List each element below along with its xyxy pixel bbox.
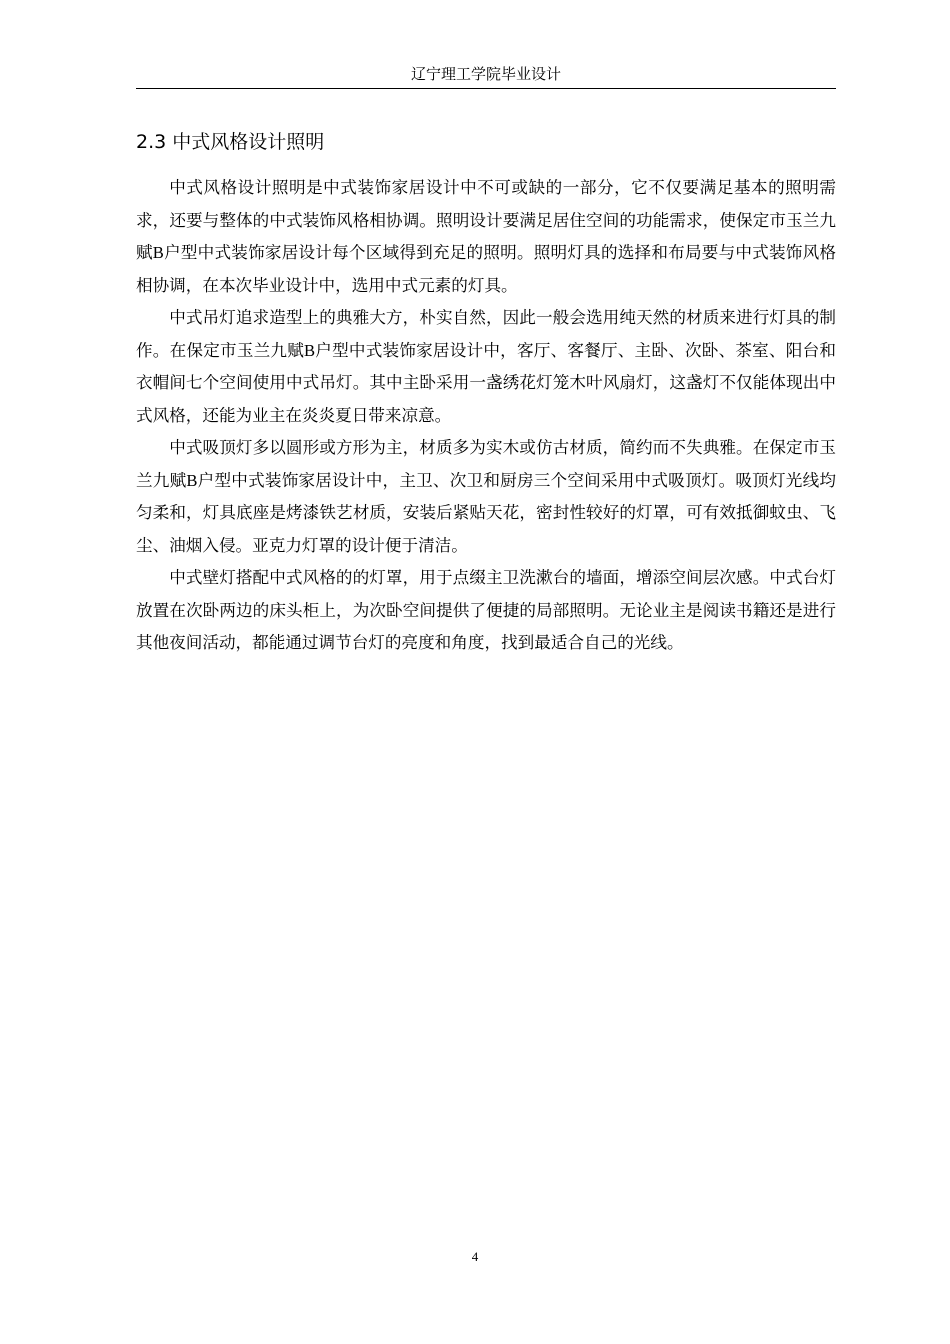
page-header bbox=[136, 64, 836, 89]
paragraph-wall-table-lamps: 中式壁灯搭配中式风格的的灯罩，用于点缀主卫洗漱台的墙面，增添空间层次感。中式台灯放置在次卧两边的床头柜上，为次卧空间提供了便捷的局部照明。无论业主是阅读书籍还是进行其他夜间活动，都能通过调节台灯的亮度和角度，找到最适合自己的光线。 bbox=[136, 568, 836, 652]
paragraph-ceiling-lamps: 中式吸顶灯多以圆形或方形为主，材质多为实木或仿古材质，简约而不失典雅。在保定市玉兰九赋B户型中式装饰家居设计中，主卫、次卫和厨房三个空间采用中式吸顶灯。吸顶灯光线均匀柔和，灯具底座是烤漆铁艺材质，安装后紧贴天花，密封性较好的灯罩，可有效抵御蚊虫、飞尘、油烟入侵。亚克力灯罩的设计便于清洁。 bbox=[136, 438, 836, 555]
paragraph-ceiling-overview: 中式风格设计照明是中式装饰家居设计中不可或缺的一部分，它不仅要满足基本的照明需求，还要与整体的中式装饰风格相协调。照明设计要满足居住空间的功能需求，使保定市玉兰九赋B户型中式装饰家居设计每个区域得到充足的照明。照明灯具的选择和布局要与中式装饰风格相协调，在本次毕业设计中，选用中式元素的灯具。 bbox=[136, 178, 836, 295]
paragraph-pendant-lamps: 中式吊灯追求造型上的典雅大方，朴实自然，因此一般会选用纯天然的材质来进行灯具的制作。在保定市玉兰九赋B户型中式装饰家居设计中，客厅、客餐厅、主卧、次卧、茶室、阳台和衣帽间七个空间使用中式吊灯。其中主卧采用一盏绣花灯笼木叶风扇灯，这盏灯不仅能体现出中式风格，还能为业主在炎炎夏日带来凉意。 bbox=[136, 308, 836, 425]
header-title: 辽宁理工学院毕业设计 bbox=[410, 67, 561, 83]
page-number: 4 bbox=[471, 1249, 479, 1264]
section-heading: 2.3 中式风格设计照明 bbox=[136, 131, 325, 153]
section-body bbox=[136, 172, 836, 660]
